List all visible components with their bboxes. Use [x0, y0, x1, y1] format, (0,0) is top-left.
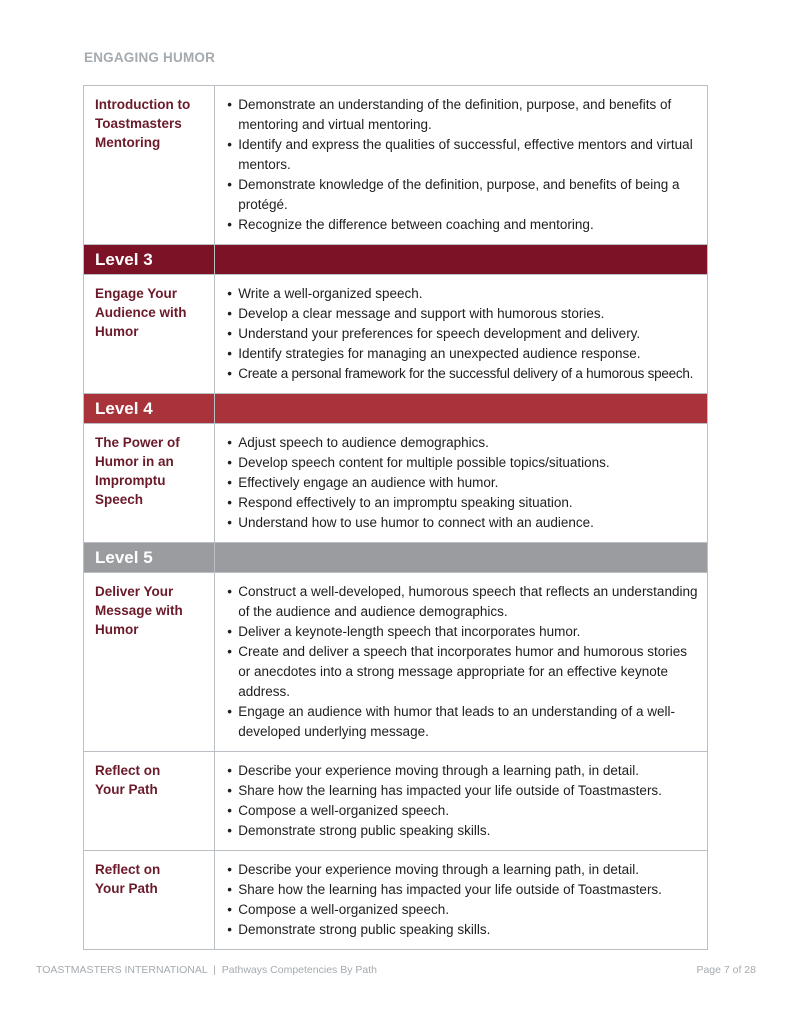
competency-item: • Compose a well-organized speech.: [227, 801, 699, 821]
table-row: [84, 752, 708, 851]
competencies-table: [83, 85, 708, 950]
table-row: [84, 424, 708, 543]
competency-item: • Develop a clear message and support with humorous stories.: [227, 304, 699, 324]
competency-cell: [215, 86, 708, 245]
competency-item: • Share how the learning has impacted your life outside of Toastmasters.: [227, 781, 699, 801]
table-row: [84, 573, 708, 752]
competency-item: • Understand your preferences for speech development and delivery.: [227, 324, 699, 344]
competency-item: • Create a personal framework for the successful delivery of a humorous speech.: [227, 364, 699, 384]
competency-item: • Describe your experience moving through a learning path, in detail.: [227, 761, 699, 781]
level-3-fill-cell: [215, 245, 708, 275]
table-row: [84, 851, 708, 950]
competency-list: [215, 275, 707, 393]
path-name-cell: [84, 851, 215, 950]
competency-item: • Describe your experience moving through a learning path, in detail.: [227, 860, 699, 880]
competency-cell: [215, 424, 708, 543]
level-5-label-cell: [84, 543, 215, 573]
competency-item: • Develop speech content for multiple possible topics/situations.: [227, 453, 699, 473]
path-name: Reflect on Your Path: [95, 763, 161, 797]
level-4-header-row: [84, 394, 708, 424]
path-name-cell: [84, 752, 215, 851]
level-4-label-cell: [84, 394, 215, 424]
competency-item: • Demonstrate strong public speaking skills.: [227, 920, 699, 940]
table-row: [84, 86, 708, 245]
competency-item: • Construct a well-developed, humorous speech that reflects an understanding of the audience and audience demographics.: [227, 582, 699, 622]
competency-item: • Demonstrate an understanding of the definition, purpose, and benefits of mentoring and virtual mentoring.: [227, 95, 699, 135]
path-name: Introduction to Toastmasters Mentoring: [95, 97, 191, 150]
competency-cell: [215, 275, 708, 394]
section-title: ENGAGING HUMOR: [84, 50, 216, 65]
competency-list: [215, 86, 707, 244]
level-4-fill-cell: [215, 394, 708, 424]
level-label: Level 5: [95, 547, 153, 567]
competency-item: • Engage an audience with humor that leads to an understanding of a well-developed underlying message.: [227, 702, 699, 742]
competency-cell: [215, 752, 708, 851]
competency-item: • Write a well-organized speech.: [227, 284, 699, 304]
path-name-cell: [84, 86, 215, 245]
path-name: Reflect on Your Path: [95, 862, 161, 896]
competency-item: • Respond effectively to an impromptu speaking situation.: [227, 493, 699, 513]
competency-item: • Demonstrate knowledge of the definition, purpose, and benefits of being a protégé.: [227, 175, 699, 215]
level-label: Level 3: [95, 249, 153, 269]
table-row: [84, 275, 708, 394]
path-name: The Power of Humor in an Impromptu Speech: [95, 435, 180, 507]
level-3-header-row: [84, 245, 708, 275]
level-3-label-cell: [84, 245, 215, 275]
competency-item: • Compose a well-organized speech.: [227, 900, 699, 920]
competency-item: • Effectively engage an audience with humor.: [227, 473, 699, 493]
page-number: Page 7 of 28: [696, 964, 756, 976]
level-label: Level 4: [95, 398, 153, 418]
path-name: Deliver Your Message with Humor: [95, 584, 183, 637]
competency-item: • Demonstrate strong public speaking skills.: [227, 821, 699, 841]
competency-item: • Identify strategies for managing an unexpected audience response.: [227, 344, 699, 364]
competency-item: • Recognize the difference between coaching and mentoring.: [227, 215, 699, 235]
path-name-cell: [84, 275, 215, 394]
competency-list: [215, 851, 707, 949]
path-name-cell: [84, 573, 215, 752]
path-name: Engage Your Audience with Humor: [95, 286, 187, 339]
footer-title: TOASTMASTERS INTERNATIONAL | Pathways Competencies By Path: [36, 964, 377, 976]
competency-item: • Identify and express the qualities of successful, effective mentors and virtual mentors.: [227, 135, 699, 175]
competency-cell: [215, 573, 708, 752]
competency-list: [215, 424, 707, 542]
competency-list: [215, 752, 707, 850]
competency-item: • Share how the learning has impacted your life outside of Toastmasters.: [227, 880, 699, 900]
level-5-header-row: [84, 543, 708, 573]
competency-list: [215, 573, 707, 751]
competency-item: • Understand how to use humor to connect with an audience.: [227, 513, 699, 533]
competency-item: • Deliver a keynote-length speech that incorporates humor.: [227, 622, 699, 642]
competency-item: • Create and deliver a speech that incorporates humor and humorous stories or anecdotes into a strong message appropriate for an effective keynote address.: [227, 642, 699, 702]
path-name-cell: [84, 424, 215, 543]
level-5-fill-cell: [215, 543, 708, 573]
competency-cell: [215, 851, 708, 950]
competency-item: • Adjust speech to audience demographics.: [227, 433, 699, 453]
